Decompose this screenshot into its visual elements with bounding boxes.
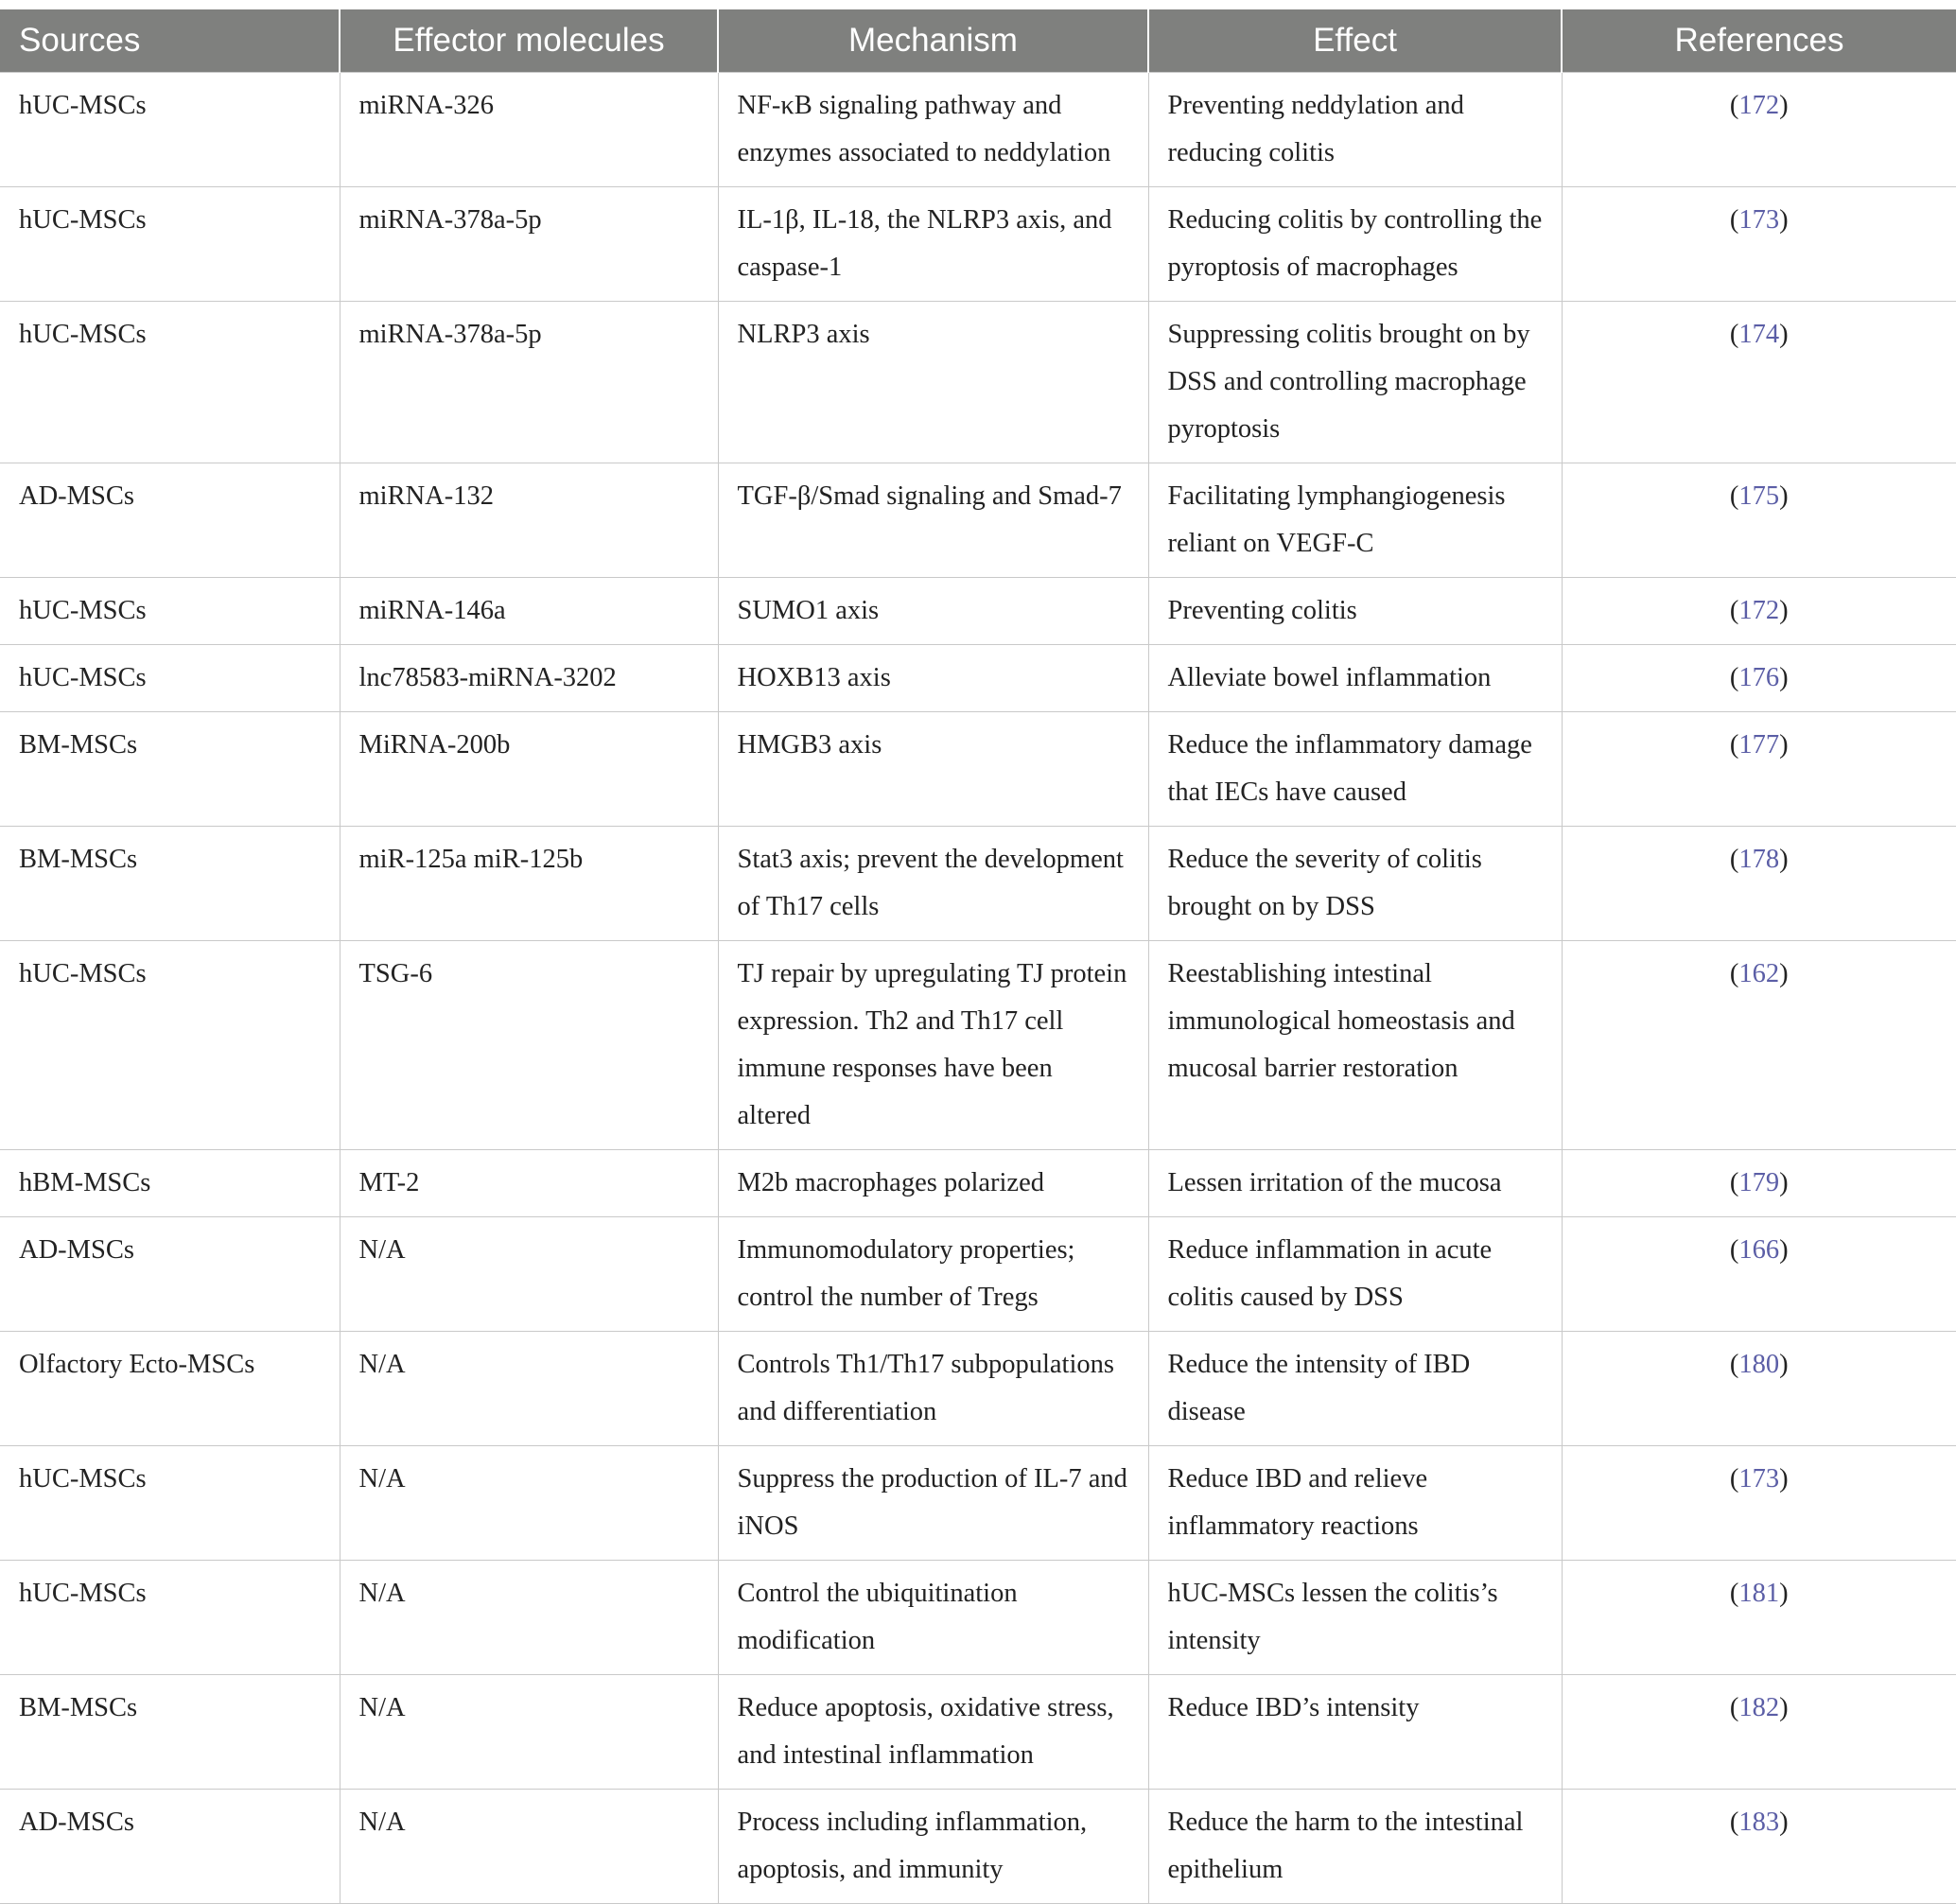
effector-cell: miRNA-146a [340,578,718,645]
reference-cell: (179) [1562,1150,1956,1217]
reference-cell: (177) [1562,712,1956,827]
reference-link[interactable]: 183 [1738,1808,1780,1837]
reference-link[interactable]: 162 [1738,959,1780,988]
header-references: References [1562,9,1956,73]
effect-cell: Reestablishing intestinal immunological homeostasis and mucosal barrier restoration [1148,941,1562,1150]
effect-cell: Preventing colitis [1148,578,1562,645]
table-row [0,827,1956,941]
reference-link[interactable]: 181 [1738,1579,1780,1608]
source-cell: AD-MSCs [0,463,340,578]
source-cell: hUC-MSCs [0,187,340,302]
effect-cell: Reduce the intensity of IBD disease [1148,1332,1562,1446]
effector-cell: miRNA-132 [340,463,718,578]
table-row [0,302,1956,463]
effector-cell: MT-2 [340,1150,718,1217]
mechanism-cell: Suppress the production of IL-7 and iNOS [718,1446,1148,1561]
mechanism-cell: TJ repair by upregulating TJ protein expression. Th2 and Th17 cell immune responses have been altered [718,941,1148,1150]
effector-cell: miRNA-378a-5p [340,187,718,302]
reference-cell: (180) [1562,1332,1956,1446]
effect-cell: Reduce the harm to the intestinal epithelium [1148,1790,1562,1904]
effector-cell: N/A [340,1217,718,1332]
source-cell: hUC-MSCs [0,578,340,645]
reference-link[interactable]: 173 [1738,205,1780,235]
effect-cell: Reduce the inflammatory damage that IECs have caused [1148,712,1562,827]
reference-cell: (178) [1562,827,1956,941]
mechanism-cell: IL-1β, IL-18, the NLRP3 axis, and caspase-1 [718,187,1148,302]
reference-link[interactable]: 177 [1738,730,1780,760]
effector-cell: MiRNA-200b [340,712,718,827]
mechanism-cell: Controls Th1/Th17 subpopulations and differentiation [718,1332,1148,1446]
msc-effector-table [0,9,1956,1904]
reference-cell: (172) [1562,578,1956,645]
table-header [0,9,1956,73]
header-effect: Effect [1148,9,1562,73]
effector-cell: miRNA-378a-5p [340,302,718,463]
table-row [0,941,1956,1150]
reference-link[interactable]: 172 [1738,91,1780,120]
effect-cell: Suppressing colitis brought on by DSS and controlling macrophage pyroptosis [1148,302,1562,463]
mechanism-cell: SUMO1 axis [718,578,1148,645]
reference-link[interactable]: 180 [1738,1350,1780,1379]
reference-link[interactable]: 175 [1738,481,1780,511]
source-cell: hUC-MSCs [0,1561,340,1675]
table-row [0,1675,1956,1790]
table-row [0,712,1956,827]
reference-link[interactable]: 179 [1738,1168,1780,1197]
reference-cell: (176) [1562,645,1956,712]
reference-cell: (183) [1562,1790,1956,1904]
reference-cell: (174) [1562,302,1956,463]
table-row [0,187,1956,302]
mechanism-cell: NF-κB signaling pathway and enzymes associated to neddylation [718,73,1148,187]
mechanism-cell: Reduce apoptosis, oxidative stress, and intestinal inflammation [718,1675,1148,1790]
reference-link[interactable]: 176 [1738,663,1780,692]
source-cell: BM-MSCs [0,1675,340,1790]
reference-cell: (162) [1562,941,1956,1150]
mechanism-cell: Control the ubiquitination modification [718,1561,1148,1675]
mechanism-cell: HMGB3 axis [718,712,1148,827]
effect-cell: Lessen irritation of the mucosa [1148,1150,1562,1217]
reference-link[interactable]: 166 [1738,1235,1780,1265]
reference-cell: (173) [1562,1446,1956,1561]
table-row [0,1790,1956,1904]
table-row [0,645,1956,712]
table-row [0,1217,1956,1332]
effector-cell: miRNA-326 [340,73,718,187]
source-cell: hUC-MSCs [0,73,340,187]
reference-link[interactable]: 182 [1738,1693,1780,1722]
table-body [0,73,1956,1904]
source-cell: hBM-MSCs [0,1150,340,1217]
reference-cell: (182) [1562,1675,1956,1790]
effect-cell: Reducing colitis by controlling the pyroptosis of macrophages [1148,187,1562,302]
effect-cell: Alleviate bowel inflammation [1148,645,1562,712]
reference-cell: (175) [1562,463,1956,578]
source-cell: hUC-MSCs [0,302,340,463]
reference-cell: (172) [1562,73,1956,187]
table-row [0,1150,1956,1217]
header-mechanism: Mechanism [718,9,1148,73]
header-sources: Sources [0,9,340,73]
effector-cell: N/A [340,1790,718,1904]
source-cell: AD-MSCs [0,1217,340,1332]
reference-link[interactable]: 173 [1738,1464,1780,1494]
source-cell: BM-MSCs [0,827,340,941]
table-row [0,1561,1956,1675]
table-row [0,463,1956,578]
table-row [0,73,1956,187]
reference-cell: (173) [1562,187,1956,302]
effector-cell: N/A [340,1332,718,1446]
mechanism-cell: M2b macrophages polarized [718,1150,1148,1217]
effect-cell: Facilitating lymphangiogenesis reliant on VEGF-C [1148,463,1562,578]
effector-cell: N/A [340,1561,718,1675]
source-cell: hUC-MSCs [0,1446,340,1561]
mechanism-cell: Process including inflammation, apoptosis, and immunity [718,1790,1148,1904]
source-cell: hUC-MSCs [0,645,340,712]
source-cell: BM-MSCs [0,712,340,827]
source-cell: hUC-MSCs [0,941,340,1150]
reference-cell: (181) [1562,1561,1956,1675]
mechanism-cell: NLRP3 axis [718,302,1148,463]
effector-cell: TSG-6 [340,941,718,1150]
mechanism-cell: Stat3 axis; prevent the development of Th17 cells [718,827,1148,941]
effect-cell: hUC-MSCs lessen the colitis’s intensity [1148,1561,1562,1675]
effect-cell: Preventing neddylation and reducing colitis [1148,73,1562,187]
effect-cell: Reduce IBD and relieve inflammatory reactions [1148,1446,1562,1561]
table-row [0,1332,1956,1446]
effect-cell: Reduce inflammation in acute colitis caused by DSS [1148,1217,1562,1332]
reference-link[interactable]: 178 [1738,845,1780,874]
reference-cell: (166) [1562,1217,1956,1332]
source-cell: AD-MSCs [0,1790,340,1904]
effector-cell: N/A [340,1675,718,1790]
header-effector-molecules: Effector molecules [340,9,718,73]
reference-link[interactable]: 174 [1738,320,1780,349]
mechanism-cell: HOXB13 axis [718,645,1148,712]
effector-cell: N/A [340,1446,718,1561]
table-row [0,578,1956,645]
mechanism-cell: Immunomodulatory properties; control the number of Tregs [718,1217,1148,1332]
reference-link[interactable]: 172 [1738,596,1780,625]
mechanism-cell: TGF-β/Smad signaling and Smad-7 [718,463,1148,578]
effect-cell: Reduce the severity of colitis brought on by DSS [1148,827,1562,941]
effect-cell: Reduce IBD’s intensity [1148,1675,1562,1790]
table-row [0,1446,1956,1561]
effector-cell: miR-125a miR-125b [340,827,718,941]
source-cell: Olfactory Ecto-MSCs [0,1332,340,1446]
header-row [0,9,1956,73]
effector-cell: lnc78583-miRNA-3202 [340,645,718,712]
